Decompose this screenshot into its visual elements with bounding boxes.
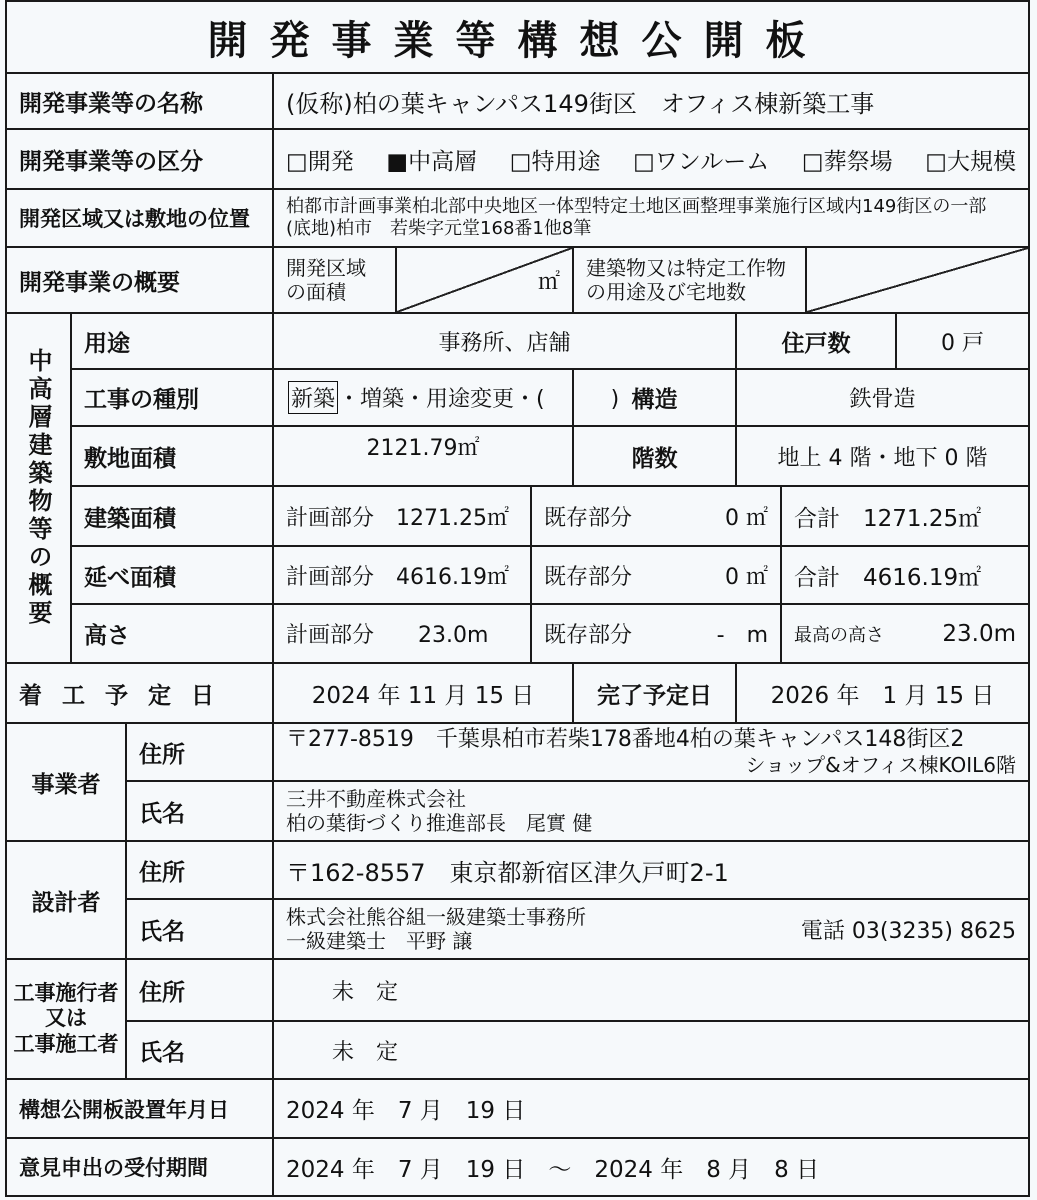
contractor-label-line: 工事施行者 — [13, 981, 119, 1006]
max-height-label: 最高の高さ — [794, 624, 884, 646]
developer-address — [272, 722, 1030, 782]
units-value: 0 戸 — [895, 312, 1030, 370]
contractor-name: 未 定 — [272, 1020, 1030, 1080]
floor-area-total: 合計 4616.19㎡ — [780, 545, 1030, 605]
max-height — [780, 603, 1030, 664]
developer-name — [272, 780, 1030, 842]
location-line: (底地)柏市 若柴字元堂168番1他8筆 — [286, 218, 592, 239]
use-label: 用途 — [70, 312, 274, 370]
existing-label: 既存部分 — [544, 505, 633, 531]
comments-label: 意見申出の受付期間 — [5, 1137, 274, 1197]
area-label: 開発区域の面積 — [272, 246, 397, 314]
max-height-value: 23.0m — [942, 620, 1016, 647]
building-area-label: 建築面積 — [70, 485, 274, 547]
name-value: (仮称)柏の葉キャンパス149街区 オフィス棟新築工事 — [272, 72, 1030, 130]
posted-label: 構想公開板設置年月日 — [5, 1078, 274, 1139]
name-line: 柏の葉街づくり推進部長 尾實 健 — [286, 811, 593, 835]
end-value: 2026 年 1 月 15 日 — [735, 662, 1030, 724]
use-count-value — [805, 246, 1030, 314]
board-title: 開発事業等構想公開板 — [5, 0, 1030, 74]
floor-area-plan: 計画部分 4616.19㎡ — [272, 545, 532, 605]
work-type-value — [272, 368, 620, 427]
address-line: ショップ&オフィス棟KOIL6階 — [745, 753, 1016, 778]
building-area-existing — [530, 485, 782, 547]
name-line: 一級建築士 平野 譲 — [286, 929, 473, 953]
start-value: 2024 年 11 月 15 日 — [272, 662, 574, 724]
work-type-options: ・増築・用途変更・( ) — [338, 387, 620, 412]
work-type-selected: 新築 — [288, 381, 338, 414]
developer-address-label: 住所 — [125, 722, 274, 782]
floors-value: 地上 4 階・地下 0 階 — [735, 425, 1030, 487]
height-label: 高さ — [70, 603, 274, 664]
site-area-label: 敷地面積 — [70, 425, 274, 487]
designer-address: 〒162-8557 東京都新宿区津久戸町2-1 — [272, 840, 1030, 900]
category-option: □葬祭場 — [801, 148, 893, 175]
height-existing — [530, 603, 782, 664]
designer-name — [272, 898, 1030, 960]
category-option: □特用途 — [509, 148, 601, 175]
comments-value: 2024 年 7 月 19 日 ～ 2024 年 8 月 8 日 — [272, 1137, 1030, 1197]
contractor-address-label: 住所 — [125, 958, 274, 1022]
units-label: 住戸数 — [735, 312, 897, 370]
designer-label: 設計者 — [5, 840, 127, 960]
use-value: 事務所、店舗 — [272, 312, 737, 370]
name-label: 開発事業等の名称 — [5, 72, 274, 130]
floor-area-existing — [530, 545, 782, 605]
contractor-label-line: 工事施工者 — [13, 1031, 119, 1056]
contractor-address: 未 定 — [272, 958, 1030, 1022]
contractor-label — [5, 958, 127, 1080]
building-section-label: 中高層建築物等の概要 — [5, 312, 72, 664]
category-option: □ワンルーム — [633, 148, 770, 175]
work-type-label: 工事の種別 — [70, 368, 274, 427]
location-value — [272, 188, 1030, 248]
structure-value: 鉄骨造 — [735, 368, 1030, 427]
start-label: 着工予定日 — [5, 662, 274, 724]
height-plan: 計画部分 23.0m — [272, 603, 532, 664]
floors-label: 階数 — [572, 425, 737, 487]
building-area-total: 合計 1271.25㎡ — [780, 485, 1030, 547]
contractor-label-line: 又は — [45, 1006, 87, 1031]
existing-value: 0 ㎡ — [725, 505, 768, 531]
existing-value: 0 ㎡ — [725, 564, 768, 590]
area-unit: ㎡ — [537, 269, 560, 295]
location-label: 開発区域又は敷地の位置 — [5, 188, 274, 248]
end-label: 完了予定日 — [572, 662, 737, 724]
designer-phone: 電話 03(3235) 8625 — [800, 918, 1016, 944]
contractor-name-label: 氏名 — [125, 1020, 274, 1080]
posted-value: 2024 年 7 月 19 日 — [272, 1078, 1030, 1139]
existing-label: 既存部分 — [544, 564, 633, 590]
category-option: □開発 — [286, 148, 354, 175]
use-count-label: 建築物又は特定工作物の用途及び宅地数 — [572, 246, 807, 314]
existing-label: 既存部分 — [544, 623, 633, 648]
area-value — [395, 246, 574, 314]
address-line: 〒277-8519 千葉県柏市若柴178番地4柏の葉キャンパス148街区2 — [286, 726, 965, 752]
site-area-value: 2121.79㎡ — [272, 425, 574, 487]
designer-name-label: 氏名 — [125, 898, 274, 960]
name-line: 株式会社熊谷組一級建築士事務所 — [286, 905, 586, 929]
category-option: □大規模 — [925, 148, 1016, 175]
floor-area-label: 延べ面積 — [70, 545, 274, 605]
category-label: 開発事業等の区分 — [5, 128, 274, 190]
name-line: 三井不動産株式会社 — [286, 787, 466, 811]
category-option-selected: ■中高層 — [386, 148, 478, 175]
category-options — [272, 128, 1030, 190]
developer-name-label: 氏名 — [125, 780, 274, 842]
designer-address-label: 住所 — [125, 840, 274, 900]
location-line: 柏都市計画事業柏北部中央地区一体型特定土地区画整理事業施行区域内149街区の一部 — [286, 196, 987, 218]
building-area-plan: 計画部分 1271.25㎡ — [272, 485, 532, 547]
structure-label: 構造 — [572, 368, 737, 427]
developer-label: 事業者 — [5, 722, 127, 842]
existing-value: - m — [716, 623, 768, 648]
overview-label: 開発事業の概要 — [5, 246, 274, 314]
designer-name-lines — [286, 905, 586, 953]
